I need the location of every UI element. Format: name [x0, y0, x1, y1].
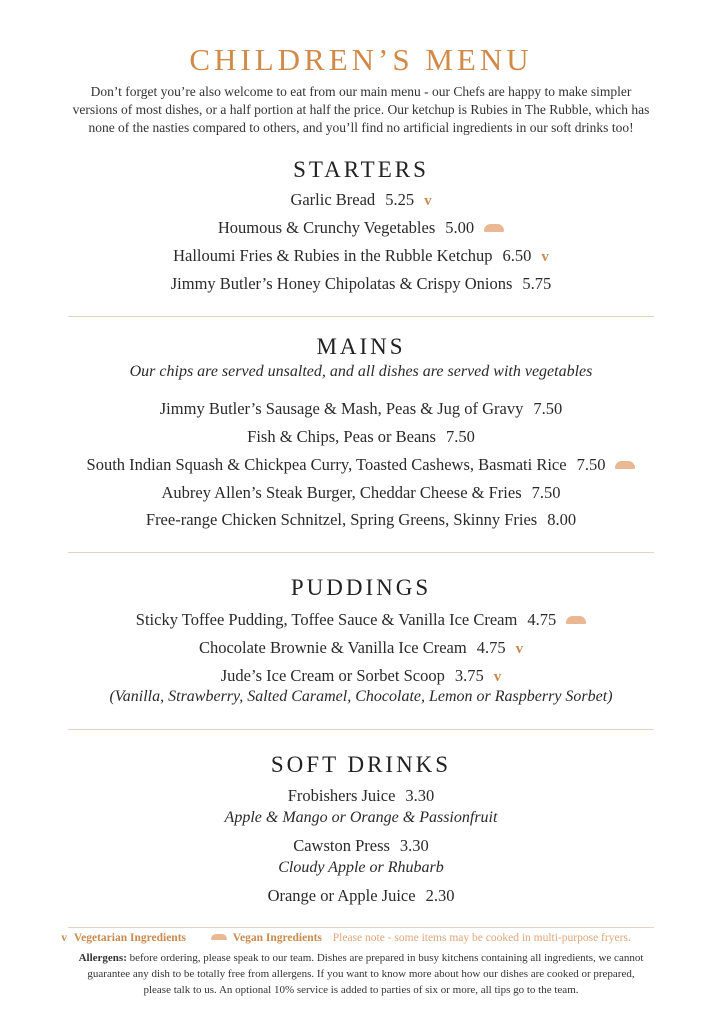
allergen-line	[0, 952, 722, 964]
menu-item	[0, 455, 722, 475]
intro-line: none of the nasties compared to others, and you’ll find no artificial ingredients in our soft drinks too!	[88, 120, 634, 135]
divider	[68, 927, 654, 928]
item-price: 7.50	[576, 455, 606, 474]
item-price: 7.50	[533, 399, 563, 418]
item-price: 6.50	[502, 246, 532, 265]
menu-item	[0, 886, 722, 906]
vegetarian-icon: v	[493, 669, 502, 685]
item-price: 7.50	[531, 483, 561, 502]
legend	[0, 932, 722, 944]
item-price: 7.50	[445, 427, 475, 446]
flavour-list: (Vanilla, Strawberry, Salted Caramel, Chocolate, Lemon or Raspberry Sorbet)	[109, 688, 613, 705]
menu-item	[0, 483, 722, 503]
section-heading-soft-drinks: SOFT DRINKS	[270, 752, 452, 777]
item-name: Free-range Chicken Schnitzel, Spring Greens, Skinny Fries	[145, 510, 538, 529]
item-price: 8.00	[547, 510, 577, 529]
vegan-icon	[566, 616, 586, 624]
item-name: South Indian Squash & Chickpea Curry, Toasted Cashews, Basmati Rice	[86, 455, 567, 474]
vegan-icon	[615, 461, 635, 469]
item-description: Cloudy Apple or Rhubarb	[278, 859, 444, 876]
menu-item	[0, 638, 722, 658]
section-heading-puddings: PUDDINGS	[290, 575, 432, 600]
divider	[68, 552, 654, 553]
divider	[68, 729, 654, 730]
item-price: 4.75	[476, 638, 506, 657]
vegan-icon	[211, 934, 227, 940]
menu-item	[0, 427, 722, 447]
vegetarian-icon: v	[541, 249, 549, 265]
menu-item	[0, 610, 722, 630]
mains-subtitle: Our chips are served unsalted, and all dishes are served with vegetables	[129, 363, 593, 380]
item-price: 5.25	[385, 190, 415, 209]
item-price: 3.30	[399, 836, 429, 855]
item-name: Orange or Apple Juice	[267, 886, 416, 905]
item-name: Fish & Chips, Peas or Beans	[247, 427, 436, 446]
item-name: Sticky Toffee Pudding, Toffee Sauce & Vanilla Ice Cream	[135, 610, 518, 629]
section-heading-starters: STARTERS	[293, 157, 429, 182]
item-name: Halloumi Fries & Rubies in the Rubble Ketchup	[173, 246, 493, 265]
item-description: Apple & Mango or Orange & Passionfruit	[224, 809, 498, 826]
item-name: Garlic Bread	[290, 190, 376, 209]
vegan-label: Vegan Ingredients	[232, 932, 322, 944]
item-name: Frobishers Juice	[287, 786, 396, 805]
allergen-line: guarantee any dish to be totally free from allergens. If you want to know more about how our dishes are cooked or prepared,	[87, 968, 635, 980]
menu-item	[0, 274, 722, 294]
menu-item	[0, 836, 722, 856]
menu-item	[0, 510, 722, 530]
section-heading-mains: MAINS	[316, 334, 406, 359]
intro-line: Don’t forget you’re also welcome to eat from our main menu - our Chefs are happy to make simpler	[90, 84, 632, 99]
item-name: Jimmy Butler’s Honey Chipolatas & Crispy Onions	[170, 274, 513, 293]
menu-item	[0, 786, 722, 806]
item-name: Jude’s Ice Cream or Sorbet Scoop	[220, 666, 445, 685]
allergen-text: before ordering, please speak to our team. Dishes are prepared in busy kitchens containing all ingredients, we cannot	[126, 952, 644, 964]
menu-item	[0, 399, 722, 419]
item-price: 3.30	[405, 786, 435, 805]
item-price: 5.75	[522, 274, 552, 293]
menu-item	[0, 666, 722, 686]
vegetarian-icon: v	[424, 193, 432, 209]
menu-item	[0, 218, 722, 238]
page-title: CHILDREN’S MENU	[189, 42, 533, 77]
menu-item	[0, 246, 722, 266]
divider	[68, 316, 654, 317]
item-price: 5.00	[445, 218, 475, 237]
item-name: Aubrey Allen’s Steak Burger, Cheddar Cheese & Fries	[161, 483, 522, 502]
item-name: Chocolate Brownie & Vanilla Ice Cream	[198, 638, 467, 657]
allergen-line: please talk to us. An optional 10% service is added to parties of six or more, all tips go to the team.	[143, 984, 579, 996]
allergens-label: Allergens:	[78, 952, 127, 964]
vegetarian-icon: v	[61, 932, 67, 944]
intro-line: versions of most dishes, or a half portion at half the price. Our ketchup is Rubies in The Rubble, which has	[72, 102, 650, 117]
item-price: 4.75	[527, 610, 557, 629]
vegan-icon	[484, 224, 504, 232]
item-price: 2.30	[425, 886, 455, 905]
item-name: Jimmy Butler’s Sausage & Mash, Peas & Jug of Gravy	[159, 399, 524, 418]
fryer-note: Please note - some items may be cooked in multi-purpose fryers.	[332, 932, 631, 944]
menu-item	[0, 190, 722, 210]
item-name: Houmous & Crunchy Vegetables	[217, 218, 436, 237]
item-name: Cawston Press	[293, 836, 390, 855]
item-price: 3.75	[454, 666, 484, 685]
vegetarian-icon: v	[515, 641, 524, 657]
vegetarian-label: Vegetarian Ingredients	[73, 932, 186, 944]
